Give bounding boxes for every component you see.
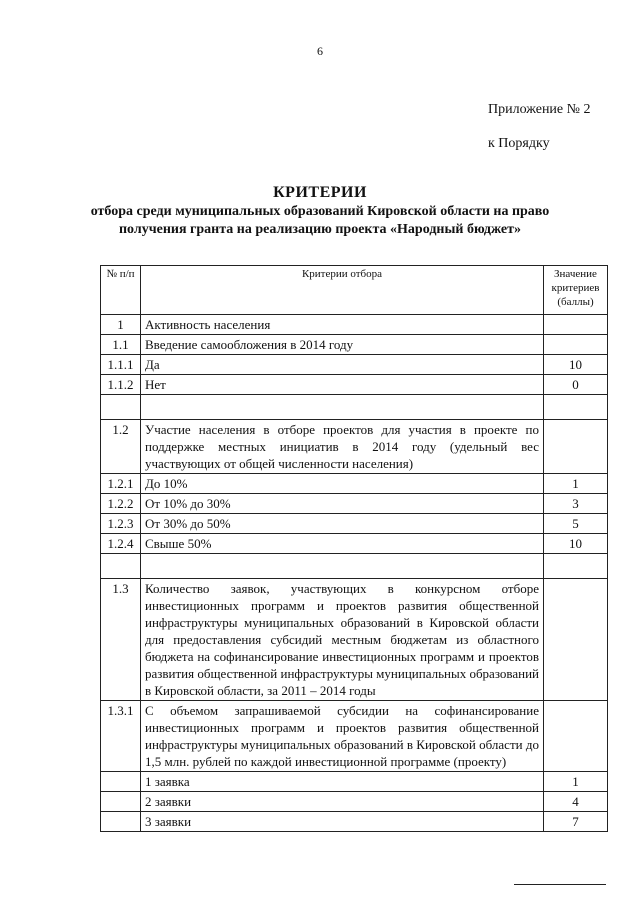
table-row: [101, 514, 608, 534]
document-subtitle-line-1: отбора среди муниципальных образований Кировской области на право: [90, 204, 550, 219]
row-score: 0: [544, 375, 608, 395]
table-row: [101, 812, 608, 832]
row-number: [101, 395, 141, 420]
table-row: [101, 375, 608, 395]
row-criterion: С объемом запрашиваемой субсидии на софинансирование инвестиционных программ и проектов развития общественной инфраструктуры муниципальных образований в Кировской области до 1,5 млн. рублей по каждой инвестиционной программе (проекту): [141, 701, 544, 772]
row-score: 7: [544, 812, 608, 832]
row-number: [101, 554, 141, 579]
table-row: [101, 579, 608, 701]
table-row: [101, 772, 608, 792]
row-criterion: До 10%: [141, 474, 544, 494]
row-criterion: Активность населения: [141, 315, 544, 335]
row-score: 5: [544, 514, 608, 534]
row-number: [101, 792, 141, 812]
row-criterion: 3 заявки: [141, 812, 544, 832]
row-criterion: Да: [141, 355, 544, 375]
table-row: [101, 701, 608, 772]
table-row-empty: [101, 395, 608, 420]
row-criterion: Введение самообложения в 2014 году: [141, 335, 544, 355]
table-row-empty: [101, 554, 608, 579]
row-number: 1.2.3: [101, 514, 141, 534]
row-criterion: От 10% до 30%: [141, 494, 544, 514]
row-score: [544, 420, 608, 474]
row-number: 1.2.2: [101, 494, 141, 514]
table-row: [101, 534, 608, 554]
header-number: № п/п: [101, 266, 141, 315]
title-block: [60, 183, 580, 239]
row-number: 1.2.4: [101, 534, 141, 554]
row-score: 1: [544, 772, 608, 792]
row-score: 10: [544, 355, 608, 375]
table-row: [101, 315, 608, 335]
row-number: 1.1.1: [101, 355, 141, 375]
table-row: [101, 355, 608, 375]
order-reference: к Порядку: [488, 136, 550, 151]
row-score: [544, 315, 608, 335]
row-criterion: От 30% до 50%: [141, 514, 544, 534]
row-score: 1: [544, 474, 608, 494]
row-score: [544, 395, 608, 420]
footer-divider: [514, 884, 606, 885]
table-row: [101, 494, 608, 514]
table-row: [101, 474, 608, 494]
row-number: [101, 812, 141, 832]
table-row: [101, 792, 608, 812]
appendix-label: Приложение № 2: [488, 102, 591, 117]
document-subtitle-line-2: получения гранта на реализацию проекта «Народный бюджет»: [118, 222, 521, 237]
table-row: [101, 335, 608, 355]
row-number: 1.3: [101, 579, 141, 701]
row-criterion: Количество заявок, участвующих в конкурсном отборе инвестиционных программ и проектов развития общественной инфраструктуры муниципальных образований в Кировской области для предоставления субсидий местным бюджетам из областного бюджета на софинансирование инвестиционных программ и проектов развития общественной инфраструктуры муниципальных образований в Кировской области, за 2011 – 2014 годы: [141, 579, 544, 701]
row-criterion: Нет: [141, 375, 544, 395]
page-number: 6: [317, 44, 323, 58]
document-title: КРИТЕРИИ: [273, 184, 367, 201]
header-criteria: Критерии отбора: [141, 266, 544, 315]
row-score: [544, 701, 608, 772]
criteria-table: [100, 265, 608, 832]
row-number: [101, 772, 141, 792]
table-row: [101, 420, 608, 474]
row-number: 1: [101, 315, 141, 335]
row-number: 1.2: [101, 420, 141, 474]
row-number: 1.3.1: [101, 701, 141, 772]
row-score: [544, 335, 608, 355]
row-criterion: [141, 554, 544, 579]
row-number: 1.1: [101, 335, 141, 355]
row-criterion: [141, 395, 544, 420]
row-score: 10: [544, 534, 608, 554]
row-score: 3: [544, 494, 608, 514]
row-number: 1.2.1: [101, 474, 141, 494]
row-score: [544, 579, 608, 701]
row-criterion: Участие населения в отборе проектов для участия в проекте по поддержке местных инициатив в 2014 году (удельный вес участвующих от общей численности населения): [141, 420, 544, 474]
header-value: Значение критериев (баллы): [544, 266, 608, 315]
table-header-row: [101, 266, 608, 315]
row-score: [544, 554, 608, 579]
row-number: 1.1.2: [101, 375, 141, 395]
row-criterion: Свыше 50%: [141, 534, 544, 554]
row-criterion: 2 заявки: [141, 792, 544, 812]
row-score: 4: [544, 792, 608, 812]
row-criterion: 1 заявка: [141, 772, 544, 792]
